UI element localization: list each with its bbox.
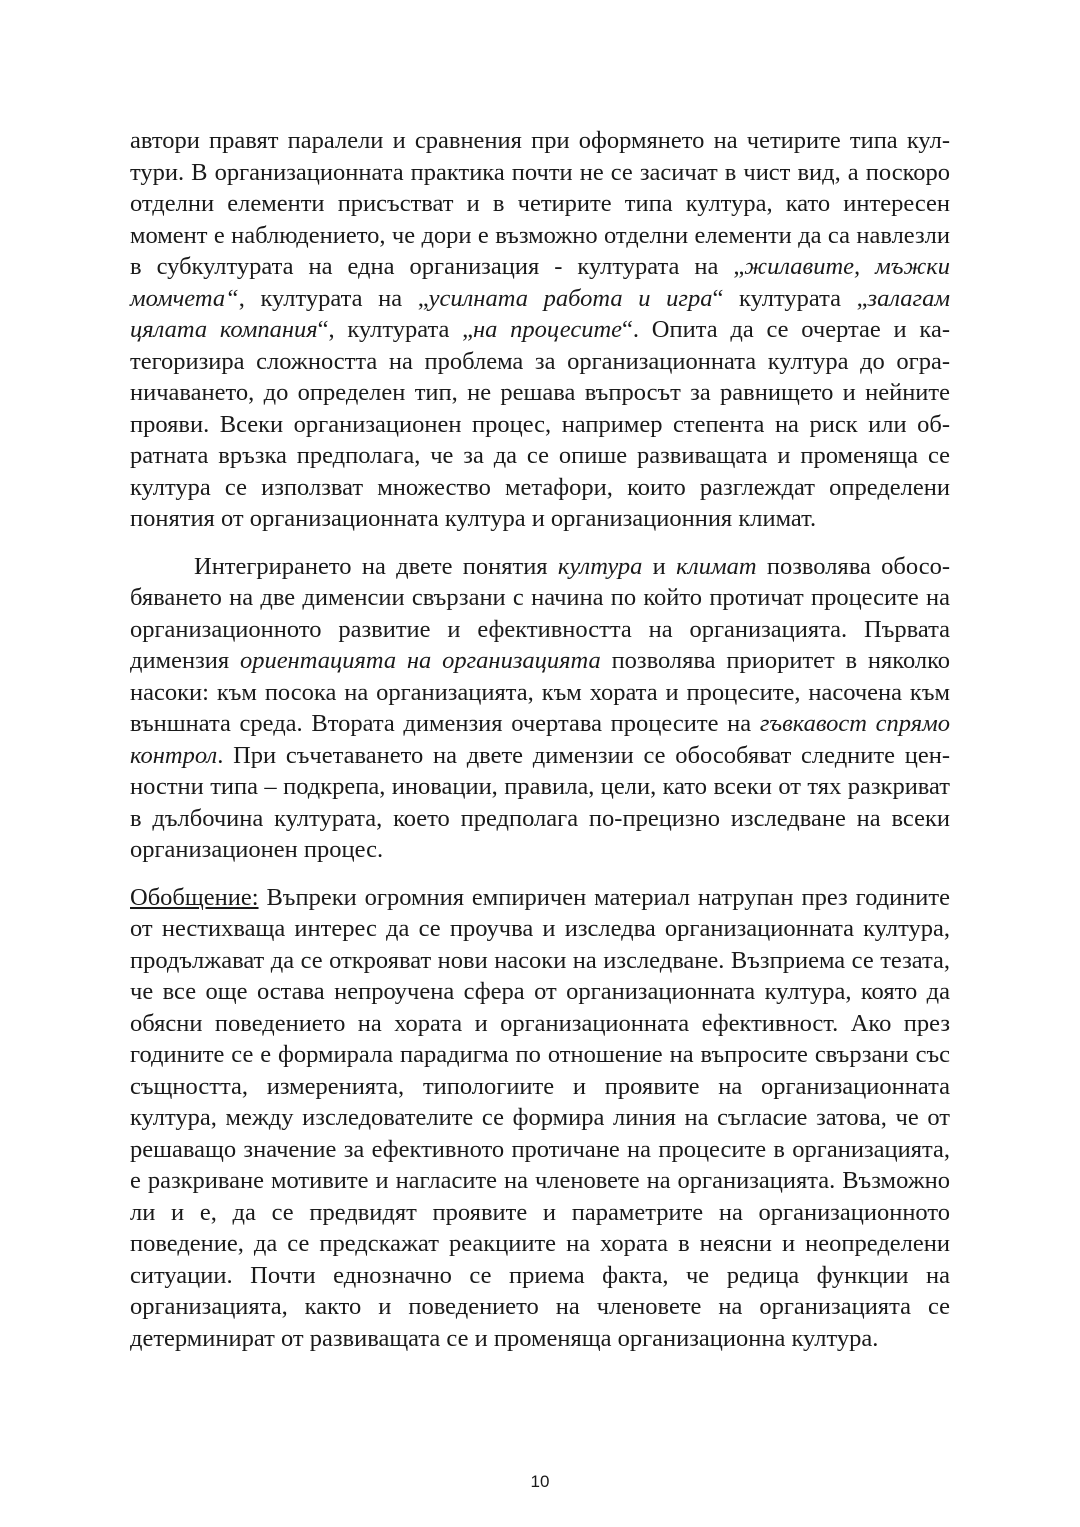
text-run: “. Опита да се очертае и категоризира сложността на проблема за организационната култура до ограничаването, до определен тип, не решава въпросът за равнището и нейните прояви. Всеки организационен процес, например степента на риск или обратната връзка предполага, че за да се опише развиващата и променяща се култура се използват множество метафори, които разглеждат определени понятия от организационната култура и организационния климат. bbox=[130, 316, 950, 532]
italic-run: култура bbox=[557, 552, 643, 580]
italic-run: залагам цялата компания bbox=[130, 284, 950, 343]
text-run: “, културата „ bbox=[317, 316, 474, 343]
page-number: 10 bbox=[530, 1472, 550, 1491]
text-run: позволява обособяването на две дименсии свързани с начина по който протичат процесите на организационното развитие и ефективността на организацията. Първата димензия bbox=[130, 552, 950, 674]
text-run: Интегрирането на двете понятия bbox=[194, 552, 558, 580]
italic-run: гъвкавост спрямо контрол bbox=[130, 710, 950, 769]
paragraph-1 bbox=[130, 125, 950, 535]
italic-run: на процесите bbox=[473, 316, 623, 343]
text-run: Въпреки огромния емпиричен материал натрупан през годините от нестихваща интерес да се проучва и изследва организационната култура, продължават да се открояват нови насоки на изследване. Възприема се тезата, че все още остава непроучена сфера от организационната култура, която да обясни поведението на хората и организационната ефективност. Ако през годините се е формирала парадигма по отношение на въпросите свързани със същността, измеренията, типологиите и проявите на организационната култура, между изследователите се формира линия на съгласие затова, че от решаващо значение за ефективното протичане на процесите в организацията, е разкриване мотивите и нагласите на членовете на организацията. Възможно ли и е, да се предвидят проявите и параметрите на организационното поведение, да се предскажат реакциите на хората в неясни и неопределени ситуации. Почти еднозначно се приема факта, че редица функции на организацията, както и поведението на членовете на организацията се детерминират от развиващата се и променяща организационна култура. bbox=[130, 883, 950, 1352]
text-run: , културата на „ bbox=[238, 284, 429, 312]
italic-run: ориентацията на организацията bbox=[239, 647, 601, 674]
text-run: и bbox=[642, 552, 677, 580]
text-run: позволява приоритет в няколко насоки: към посока на организацията, към хората и процесите, насочена към външната среда. Втората димензия очертава процесите на bbox=[130, 647, 951, 737]
summary-label: Обобщение: bbox=[130, 883, 259, 911]
paragraph-3-summary bbox=[130, 882, 950, 1355]
italic-run: жилавите, мъжки момчета“ bbox=[130, 253, 950, 312]
italic-run: усилната работа и игра bbox=[428, 284, 713, 312]
text-run: . При съчетаването на двете димензии се обособяват следните ценностни типа – подкрепа, иновации, правила, цели, като всеки от тях разкриват в дълбочина културата, което предполага по-прецизно изследване на всеки организационен процес. bbox=[130, 741, 950, 863]
italic-run: климат bbox=[676, 552, 757, 580]
text-run: “ културата „ bbox=[712, 284, 868, 312]
text-run: автори правят паралели и сравнения при оформянето на четирите типа култури. В организационната практика почти не се засичат в чист вид, а поскоро отделни елементи присъстват и в четирите типа култура, като интересен момент е наблюдението, че дори е възможно отделни елементи да са навлезли в субкултурата на една организация - културата на „ bbox=[130, 127, 950, 280]
body-text bbox=[130, 125, 950, 1370]
paragraph-2 bbox=[130, 551, 950, 866]
